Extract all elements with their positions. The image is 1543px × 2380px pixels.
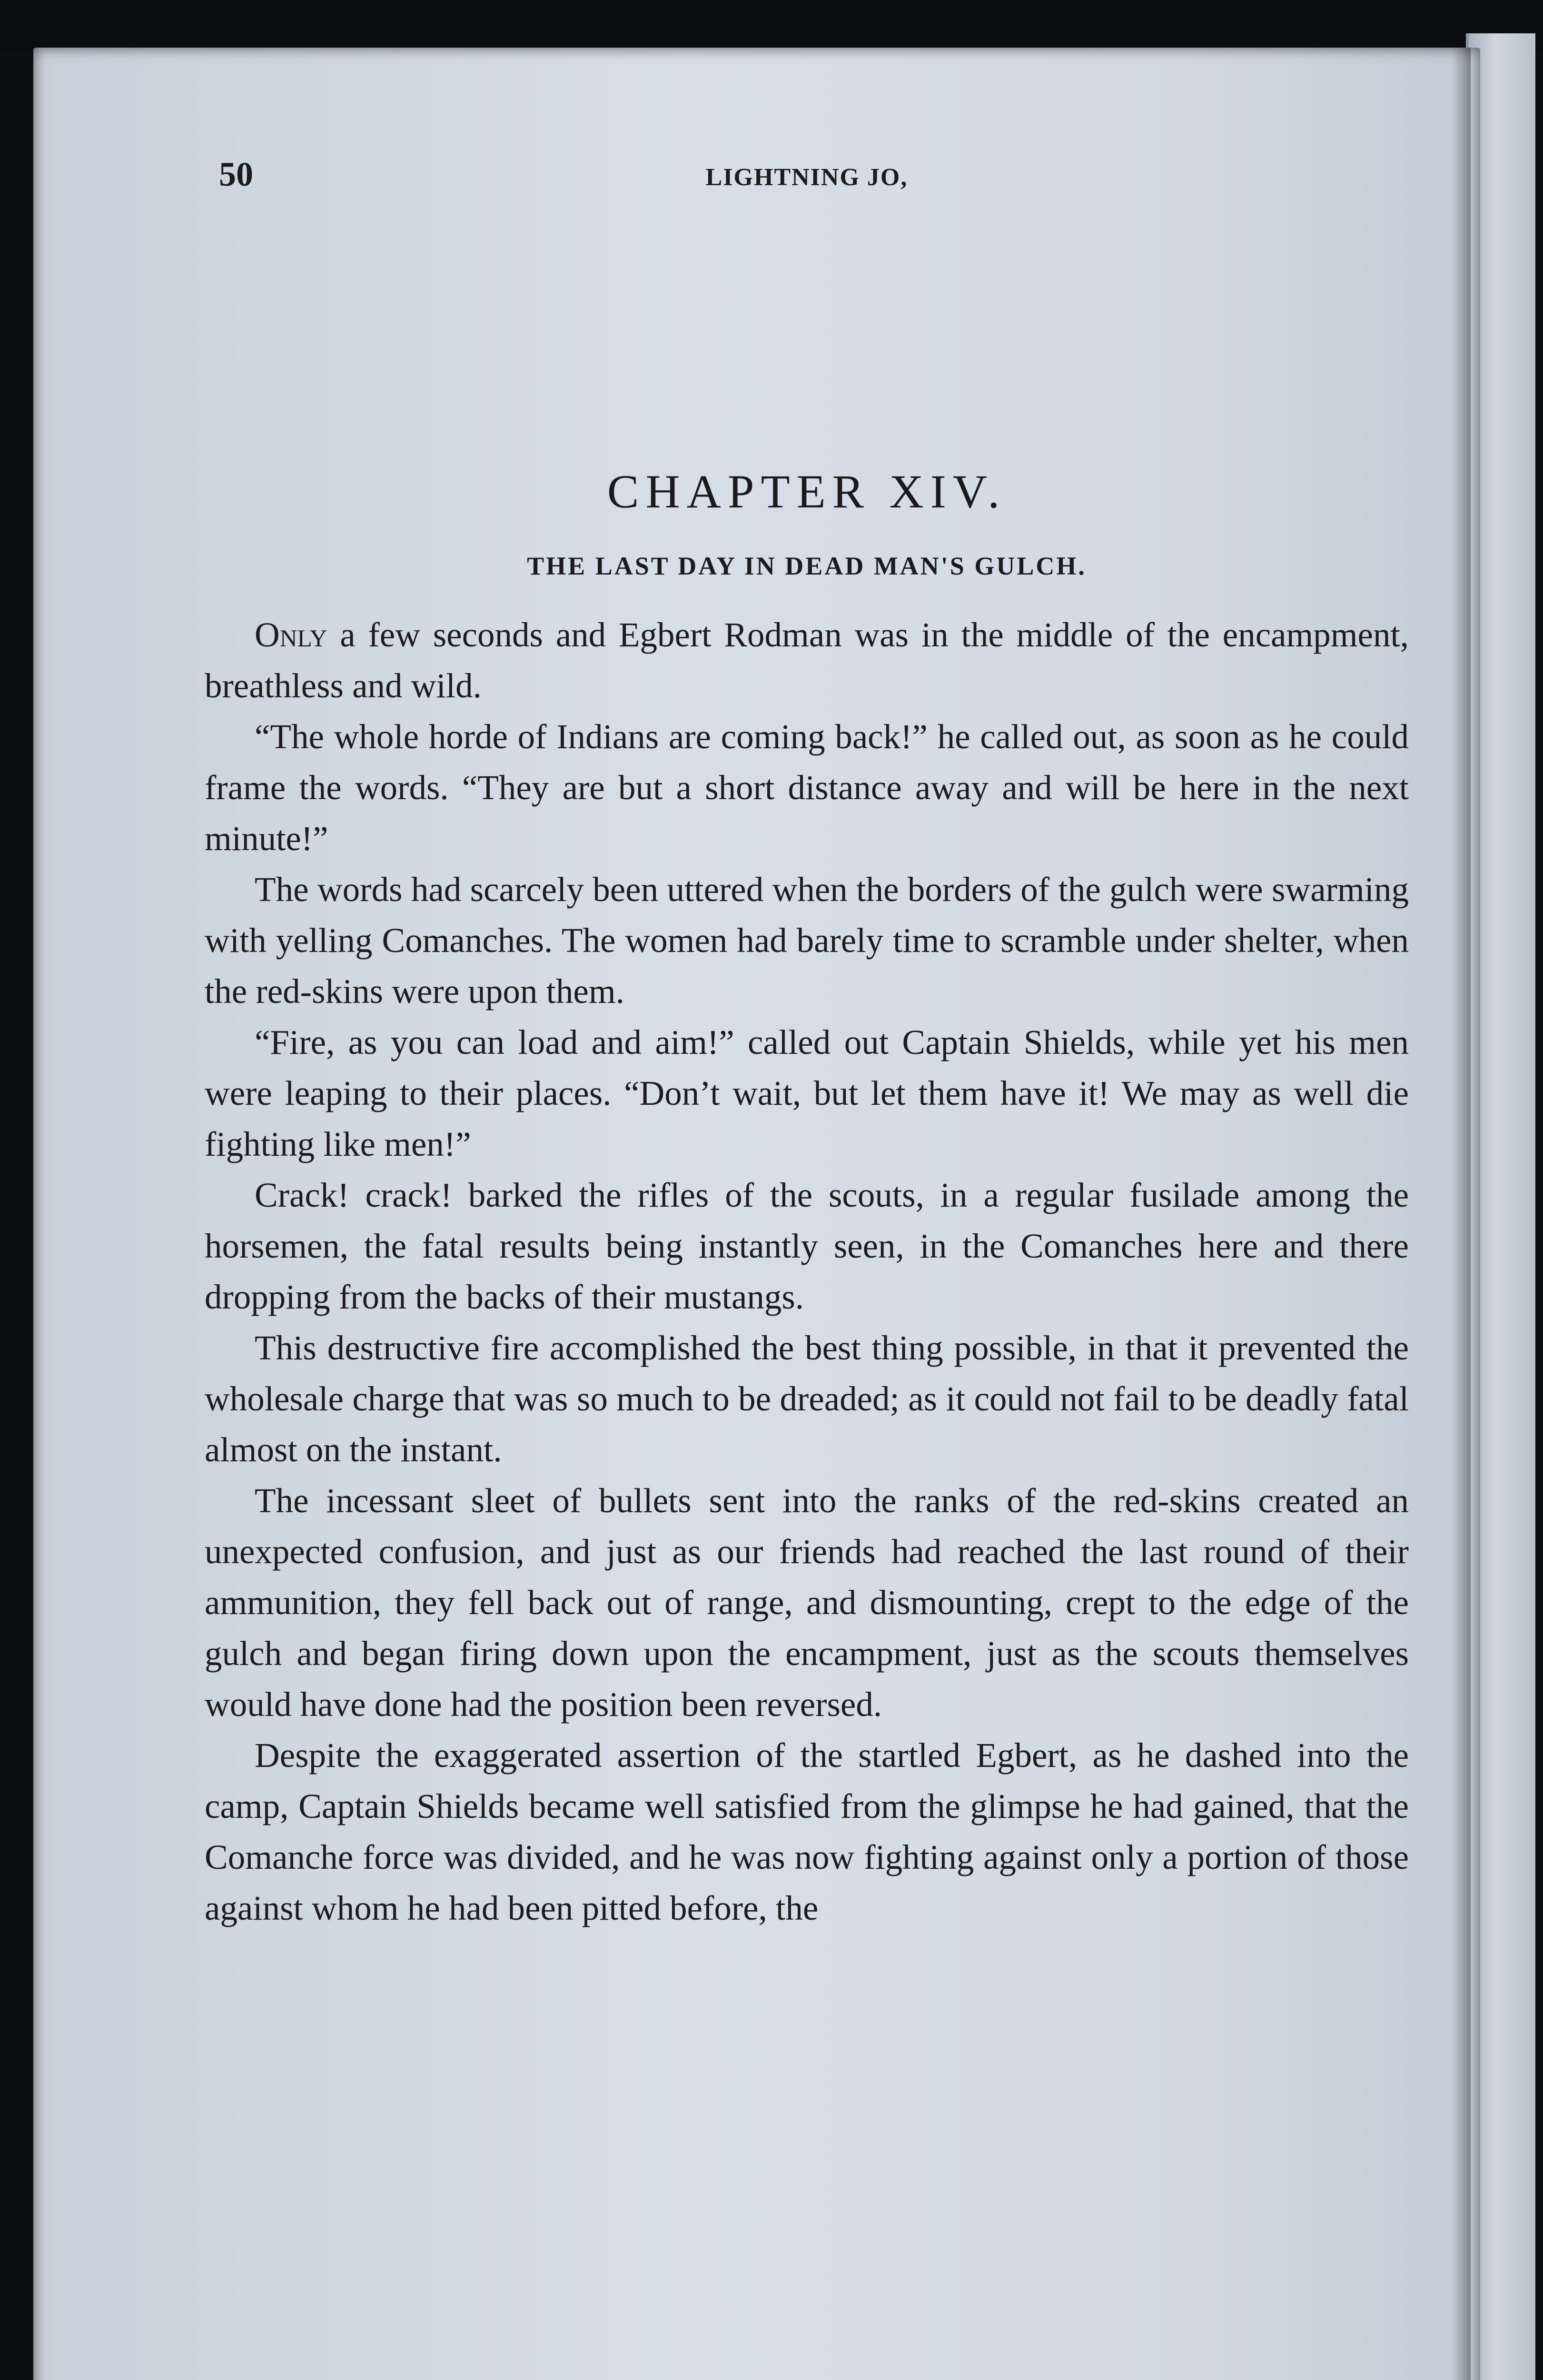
paragraph-5: Crack! crack! barked the rifles of the scouts, in a regular fusilade among the horsemen, the fatal results being instantly seen, in the Comanches here and there dropping from the backs of their mustangs. (205, 1176, 1409, 1316)
paragraph-6: This destructive fire accomplished the best thing possible, in that it prevented the wholesale charge that was so much to be dreaded; as it could not fail to be deadly fatal almost on the instant. (205, 1329, 1409, 1469)
running-head: LIGHTNING JO, (705, 164, 908, 191)
chapter-subtitle: THE LAST DAY IN DEAD MAN'S GULCH. (527, 552, 1087, 580)
paragraph-1-text: a few seconds and Egbert Rodman was in the middle of the encampment, breathless and wild. (205, 615, 1409, 705)
scanner-background (0, 0, 1543, 52)
spine-shadow (1452, 48, 1471, 2380)
paragraph-8: Despite the exaggerated assertion of the startled Egbert, as he dashed into the camp, Captain Shields became well satisfied from the glimpse he had gained, that the Comanche force was divided, and he was now fighting against only a portion of those against whom he had been pitted before, the (205, 1736, 1409, 1927)
paragraph-1 (205, 609, 1409, 711)
paragraph-4: “Fire, as you can load and aim!” called out Captain Shields, while yet his men were leaping to their places. “Don’t wait, but let them have it! We may as well die fighting like men!” (205, 1023, 1409, 1163)
body-text (205, 609, 1409, 1934)
page-number: 50 (219, 155, 253, 193)
chapter-title: CHAPTER XIV. (607, 465, 1007, 518)
paragraph-3: The words had scarcely been uttered when the borders of the gulch were swarming with yelling Comanches. The women had barely time to scramble under shelter, when the red-skins were upon them. (205, 870, 1409, 1011)
paragraph-2: “The whole horde of Indians are coming back!” he called out, as soon as he could frame the words. “They are but a short distance away and will be here in the next minute!” (205, 717, 1409, 858)
paragraph-7: The incessant sleet of bullets sent into the ranks of the red-skins created an unexpected confusion, and just as our friends had reached the last round of their ammunition, they fell back out of range, and dismounting, crept to the edge of the gulch and began firing down upon the encampment, just as the scouts themselves would have done had the position been reversed. (205, 1481, 1409, 1724)
page-header (205, 155, 1409, 202)
paragraph-1-lead: Only (255, 615, 327, 654)
